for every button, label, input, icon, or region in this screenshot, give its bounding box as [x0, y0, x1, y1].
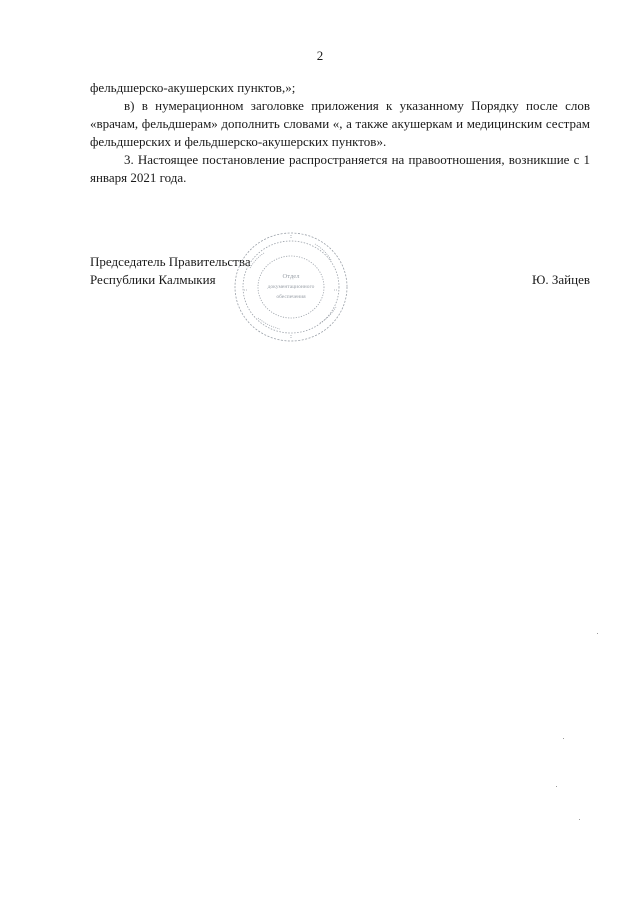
- stamp-center-text: Отдел: [282, 273, 300, 280]
- paragraph-text: 3. Настоящее постановление распространяется на правоотношения, возникшие с 1 января 2021 года.: [90, 152, 590, 185]
- stamp-center-text: документационного: [267, 284, 315, 290]
- paragraph-text: в) в нумерационном заголовке приложения к указанному Порядку после слов «врачам, фельдшерам» дополнить словами «, а также акушеркам и медицинским сестрам фельдшерских и фельдшерско-акушерских пунктов».: [90, 98, 590, 149]
- signatory-title-line: Республики Калмыкия: [90, 272, 216, 287]
- stamp-center-text: обеспечения: [276, 294, 306, 300]
- signatory-title: [90, 253, 251, 289]
- scan-artifact: [579, 819, 580, 820]
- paragraph-item-3: [90, 151, 590, 187]
- scan-artifact: [556, 786, 557, 787]
- scan-artifact: [597, 633, 598, 634]
- paragraph-continuation: [90, 79, 590, 97]
- signatory-title-line: Председатель Правительства: [90, 254, 251, 269]
- official-seal-stamp: [230, 228, 352, 346]
- page-number: 2: [316, 48, 324, 63]
- paragraph-text: фельдшерско-акушерских пунктов,»;: [90, 80, 296, 95]
- paragraph-item-v: [90, 97, 590, 151]
- scan-artifact: [563, 738, 564, 739]
- signatory-name: Ю. Зайцев: [532, 272, 590, 287]
